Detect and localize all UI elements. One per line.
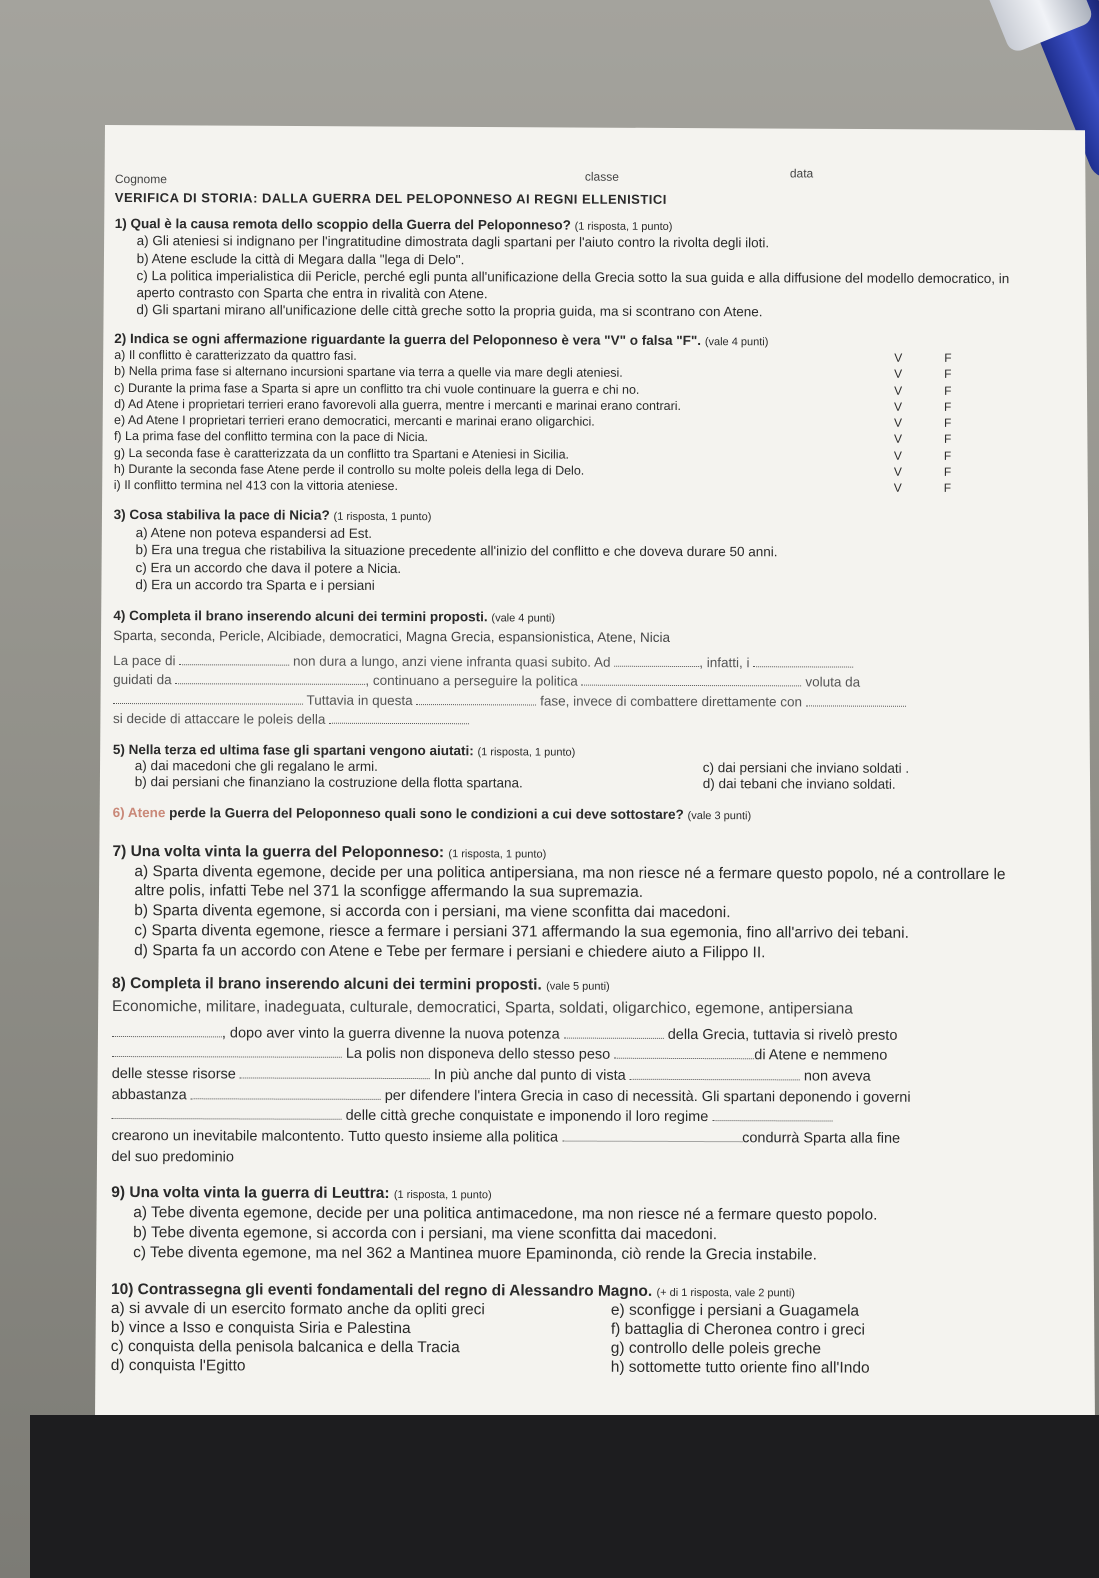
tf-item	[114, 413, 1034, 431]
option-c[interactable]: c) Tebe diventa egemone, ma nel 362 a Mantinea muore Epaminonda, ciò rende la Grecia instabile.	[133, 1244, 818, 1264]
false-option[interactable]: F	[943, 464, 952, 479]
false-option[interactable]: F	[943, 416, 952, 431]
passage-text: di Atene e nemmeno	[754, 1047, 888, 1065]
tf-statement: a) Il conflitto è caratterizzato da quattro fasi.	[114, 348, 357, 363]
option-b[interactable]: b) Atene esclude la città di Megara dalla "lega di Delo".	[136, 250, 465, 268]
question-1	[115, 216, 1035, 236]
blank-field[interactable]	[175, 672, 365, 685]
option-g[interactable]: g) controllo delle poleis greche	[610, 1339, 822, 1358]
option-e[interactable]: e) sconfigge i persiani a Guagamela	[610, 1301, 860, 1320]
tf-statement: h) Durante la seconda fase Atene perde il controllo su molte poleis della lega di Delo.	[113, 461, 585, 478]
fill-line	[113, 653, 1033, 673]
question-3-options	[113, 525, 1033, 597]
option-c[interactable]: c) Era un accordo che dava il potere a Nicia.	[135, 559, 402, 576]
true-option[interactable]: V	[893, 432, 903, 447]
fill-line	[113, 692, 1033, 712]
blank-field[interactable]	[329, 712, 469, 724]
option-a[interactable]: a) Sparta diventa egemone, decide per una politica antipersiana, ma non riesce né a fermare questo popolo, né a controllare le altre polis, infatti Tebe nel 371 la sconfigge affermando la sua supremazia.	[134, 863, 1006, 902]
date-label: data	[789, 166, 814, 181]
fill-in-passage	[111, 1025, 1031, 1170]
passage-text: fase, invece di combattere direttamente con	[540, 693, 803, 710]
question-10-text: 10) Contrassegna gli eventi fondamentali del regno di Alessandro Magno.	[110, 1281, 653, 1300]
option-b[interactable]: b) Era una tregua che ristabiliva la situazione precedente all'inizio del conflitto e che doveva durare 50 anni.	[135, 542, 778, 560]
question-3-note: (1 risposta, 1 punto)	[333, 511, 432, 524]
blank-field[interactable]	[113, 692, 303, 705]
blank-field[interactable]	[179, 653, 289, 665]
question-7-text: 7) Una volta vinta la guerra del Peloponneso:	[112, 843, 445, 862]
question-1-options	[114, 233, 1034, 322]
option-a[interactable]: a) Tebe diventa egemone, decide per una politica antimacedone, ma non riesce né a fermare questo popolo.	[133, 1204, 878, 1225]
blank-field[interactable]	[240, 1066, 430, 1079]
true-option[interactable]: V	[894, 399, 903, 414]
option-a[interactable]: a) Gli ateniesi si indignano per l'ingratitudine dimostrata dagli spartani per l'aiuto contro la rivolta degli iloti.	[136, 233, 770, 251]
blank-field[interactable]	[806, 694, 906, 706]
passage-text: , continuano a perseguire la politica	[365, 673, 578, 689]
blank-field[interactable]	[562, 1130, 742, 1143]
option-c[interactable]: c) La politica imperialistica dii Pericle, perché egli punta all'unificazione della Grecia sotto la sua guida e alla diffusione del modello democratico, in aperto contrasto con Sparta che entra in rivalità con Atene.	[136, 268, 1010, 302]
fill-line	[113, 711, 1033, 731]
option-b[interactable]: b) dai persiani che finanziano la costruzione della flotta spartana.	[134, 774, 523, 791]
fill-line	[113, 672, 1033, 692]
true-option[interactable]: V	[893, 480, 902, 495]
tf-item	[114, 462, 1034, 480]
test-document	[111, 140, 1035, 1379]
blank-field[interactable]	[753, 655, 853, 667]
option-d[interactable]: d) Sparta fa un accordo con Atene e Tebe per fermare i persiani e chiedere aiuto a Filippo II.	[134, 942, 766, 962]
passage-text: della Grecia, tuttavia si rivelò presto	[667, 1026, 898, 1044]
option-a[interactable]: a) si avvale di un esercito formato anche da opliti greci	[110, 1300, 485, 1319]
tf-item	[114, 364, 1034, 382]
question-6-note: (vale 3 punti)	[687, 809, 752, 823]
true-option[interactable]: V	[893, 448, 902, 463]
blank-field[interactable]	[582, 674, 802, 687]
question-7-note: (1 risposta, 1 punto)	[448, 848, 547, 861]
blank-field[interactable]	[712, 1110, 832, 1122]
false-option[interactable]: F	[943, 432, 952, 447]
passage-text: La polis non disponeva dello stesso peso	[345, 1046, 611, 1064]
question-1-note: (1 risposta, 1 punto)	[574, 220, 673, 233]
question-7	[112, 843, 1032, 865]
question-1-text: 1) Qual è la causa remota dello scoppio della Guerra del Peloponneso?	[114, 215, 571, 233]
tf-statement: g) La seconda fase è caratterizzata da un conflitto tra Spartani e Ateniesi in Sicilia.	[113, 445, 570, 462]
passage-text: In più anche dal punto di vista	[433, 1067, 626, 1084]
false-option[interactable]: F	[944, 399, 952, 414]
option-b[interactable]: b) vince a Isso e conquista Siria e Palestina	[110, 1318, 411, 1337]
word-bank: Economiche, militare, inadeguata, culturale, democratici, Sparta, soldati, oligarchico, egemone, antipersiana	[111, 997, 853, 1018]
passage-text: condurrà Sparta alla fine	[742, 1130, 901, 1147]
blank-field[interactable]	[630, 1068, 800, 1081]
passage-text: delle stesse risorse	[111, 1066, 236, 1083]
question-6-prefix: 6) Atene	[112, 804, 166, 821]
question-8	[112, 975, 1032, 997]
header	[114, 140, 1035, 187]
blank-field[interactable]	[614, 1047, 754, 1059]
passage-text: , dopo aver vinto la guerra divenne la nuova potenza	[221, 1025, 560, 1043]
blank-field[interactable]	[191, 1087, 381, 1100]
question-8-note: (vale 5 punti)	[546, 980, 610, 993]
tf-statement: c) Durante la prima fase a Sparta si apre un conflitto tra chi vuole continuare la guerra e chi no.	[114, 380, 640, 397]
option-d[interactable]: d) dai tebani che inviano soldati.	[702, 776, 896, 793]
blank-field[interactable]	[112, 1107, 342, 1120]
blank-field[interactable]	[112, 1045, 342, 1058]
option-f[interactable]: f) battaglia di Cheronea contro i greci	[610, 1320, 866, 1339]
true-false-list	[114, 348, 1035, 496]
false-option[interactable]: F	[944, 351, 952, 366]
class-label: classe	[584, 169, 619, 184]
true-option[interactable]: V	[893, 464, 902, 479]
option-d[interactable]: d) conquista l'Egitto	[110, 1356, 246, 1375]
fill-line	[112, 1066, 1032, 1087]
option-d[interactable]: d) Era un accordo tra Sparta e i persiani	[135, 577, 375, 594]
question-10-note: (+ di 1 risposta, vale 2 punti)	[656, 1287, 795, 1300]
fill-line	[112, 1025, 1032, 1046]
question-5-note: (1 risposta, 1 punto)	[477, 745, 576, 759]
passage-text: non dura a lungo, anzi viene infranta quasi subito. Ad	[293, 653, 611, 670]
passage-text: per difendere l'intera Grecia in caso di necessità. Gli spartani deponendo i governi	[384, 1087, 911, 1106]
fill-line	[111, 1149, 1031, 1170]
true-option[interactable]: V	[894, 383, 903, 398]
true-option[interactable]: V	[893, 415, 903, 430]
question-9-options	[111, 1204, 1031, 1266]
passage-text: La pace di	[113, 652, 176, 668]
question-4-note: (vale 4 punti)	[491, 612, 556, 625]
passage-text: delle città greche conquistate e imponendo il loro regime	[345, 1108, 709, 1126]
passage-text: si decide di attaccare le poleis della	[112, 711, 326, 727]
question-3-text: 3) Cosa stabiliva la pace di Nicia?	[113, 507, 330, 524]
passage-text: del suo predominio	[111, 1148, 235, 1166]
question-9-note: (1 risposta, 1 punto)	[393, 1189, 492, 1202]
passage-text: abbastanza	[111, 1086, 187, 1103]
tf-statement: f) La prima fase del conflitto termina con la pace di Nicia.	[113, 429, 429, 445]
blank-field[interactable]	[614, 654, 699, 666]
surname-label: Cognome	[114, 171, 167, 187]
word-bank: Sparta, seconda, Pericle, Alcibiade, democratici, Magna Grecia, espansionistica, Atene, Nicia	[113, 628, 671, 646]
fill-line	[112, 1087, 1032, 1108]
fill-line	[112, 1107, 1032, 1128]
dark-object	[30, 1415, 1099, 1578]
option-a[interactable]: a) Atene non poteva espandersi ad Est.	[135, 524, 373, 541]
passage-text: guidati da	[113, 672, 172, 688]
true-option[interactable]: V	[894, 367, 903, 382]
option-b[interactable]: b) Tebe diventa egemone, si accorda con i persiani, ma viene sconfitta dai macedoni.	[133, 1224, 718, 1244]
tf-statement: i) Il conflitto termina nel 413 con la vittoria ateniese.	[113, 478, 399, 494]
option-c[interactable]: c) Sparta diventa egemone, riesce a fermare i persiani 371 affermando la sua egemonia, fino all'arrivo dei tebani.	[134, 922, 909, 942]
option-c[interactable]: c) conquista della penisola balcanica e della Tracia	[110, 1337, 460, 1357]
question-5-options	[113, 758, 1033, 794]
question-5-text: 5) Nella terza ed ultima fase gli spartani vengono aiutati:	[112, 741, 474, 758]
question-10-options	[111, 1300, 1031, 1379]
false-option[interactable]: F	[944, 383, 952, 398]
passage-text: , infatti, i	[699, 654, 750, 670]
tf-statement: d) Ad Atene i proprietari terrieri erano favorevoli alla guerra, mentre i mercanti e marinai erano contrari.	[114, 396, 682, 413]
false-option[interactable]: F	[944, 367, 952, 382]
fill-in-passage	[113, 653, 1033, 731]
tf-statement: e) Ad Atene I proprietari terrieri erano democratici, mercanti e marinai erano oligarchici.	[113, 413, 595, 429]
question-2-note: (vale 4 punti)	[704, 335, 769, 348]
tf-item	[114, 397, 1034, 415]
question-9	[111, 1184, 1031, 1206]
question-2	[114, 331, 1034, 351]
question-9-text: 9) Una volta vinta la guerra di Leuttra:	[111, 1184, 390, 1203]
tf-item	[114, 446, 1034, 464]
option-c[interactable]: c) dai persiani che inviano soldati .	[702, 760, 910, 776]
question-6	[113, 805, 1033, 825]
question-6-text: perde la Guerra del Peloponneso quali sono le condizioni a cui deve sottostare?	[169, 805, 684, 822]
question-4-text: 4) Completa il brano inserendo alcuni dei termini proposti.	[113, 607, 488, 625]
page-title: VERIFICA DI STORIA: DALLA GUERRA DEL PELOPONNESO AI REGNI ELLENISTICI	[114, 189, 667, 207]
fill-line	[111, 1128, 1031, 1149]
tf-item	[114, 478, 1034, 496]
passage-text: voluta da	[805, 674, 861, 690]
question-3	[114, 507, 1034, 527]
option-a[interactable]: a) dai macedoni che gli regalano le armi.	[134, 758, 378, 774]
true-option[interactable]: V	[894, 350, 903, 365]
option-d[interactable]: d) Gli spartani mirano all'unificazione delle città greche sotto la propria guida, ma si scontrano con Atene.	[136, 302, 763, 320]
blank-field[interactable]	[416, 693, 536, 705]
tf-item	[114, 429, 1034, 447]
question-4	[113, 608, 1033, 628]
passage-text: non aveva	[803, 1068, 871, 1085]
tf-item	[114, 348, 1034, 366]
option-h[interactable]: h) sottomette tutto oriente fino all'Indo	[610, 1358, 870, 1377]
blank-field[interactable]	[112, 1025, 222, 1037]
fill-line	[112, 1045, 1032, 1066]
tf-item	[114, 381, 1034, 399]
passage-text: crearono un inevitabile malcontento. Tutto questo insieme alla politica	[111, 1128, 559, 1146]
tf-statement: b) Nella prima fase si alternano incursioni spartane via terra a quelle via mare degli ateniesi.	[114, 364, 623, 381]
question-8-text: 8) Completa il brano inserendo alcuni dei termini proposti.	[112, 974, 542, 994]
false-option[interactable]: F	[943, 448, 952, 463]
option-b[interactable]: b) Sparta diventa egemone, si accorda con i persiani, ma viene sconfitta dai macedoni.	[134, 902, 731, 922]
false-option[interactable]: F	[943, 481, 952, 496]
blank-field[interactable]	[564, 1026, 664, 1038]
question-2-text: 2) Indica se ogni affermazione riguardante la guerra del Peloponneso è vera "V" o falsa "F".	[114, 330, 702, 348]
question-7-options	[112, 863, 1032, 964]
passage-text: Tuttavia in questa	[306, 692, 413, 708]
